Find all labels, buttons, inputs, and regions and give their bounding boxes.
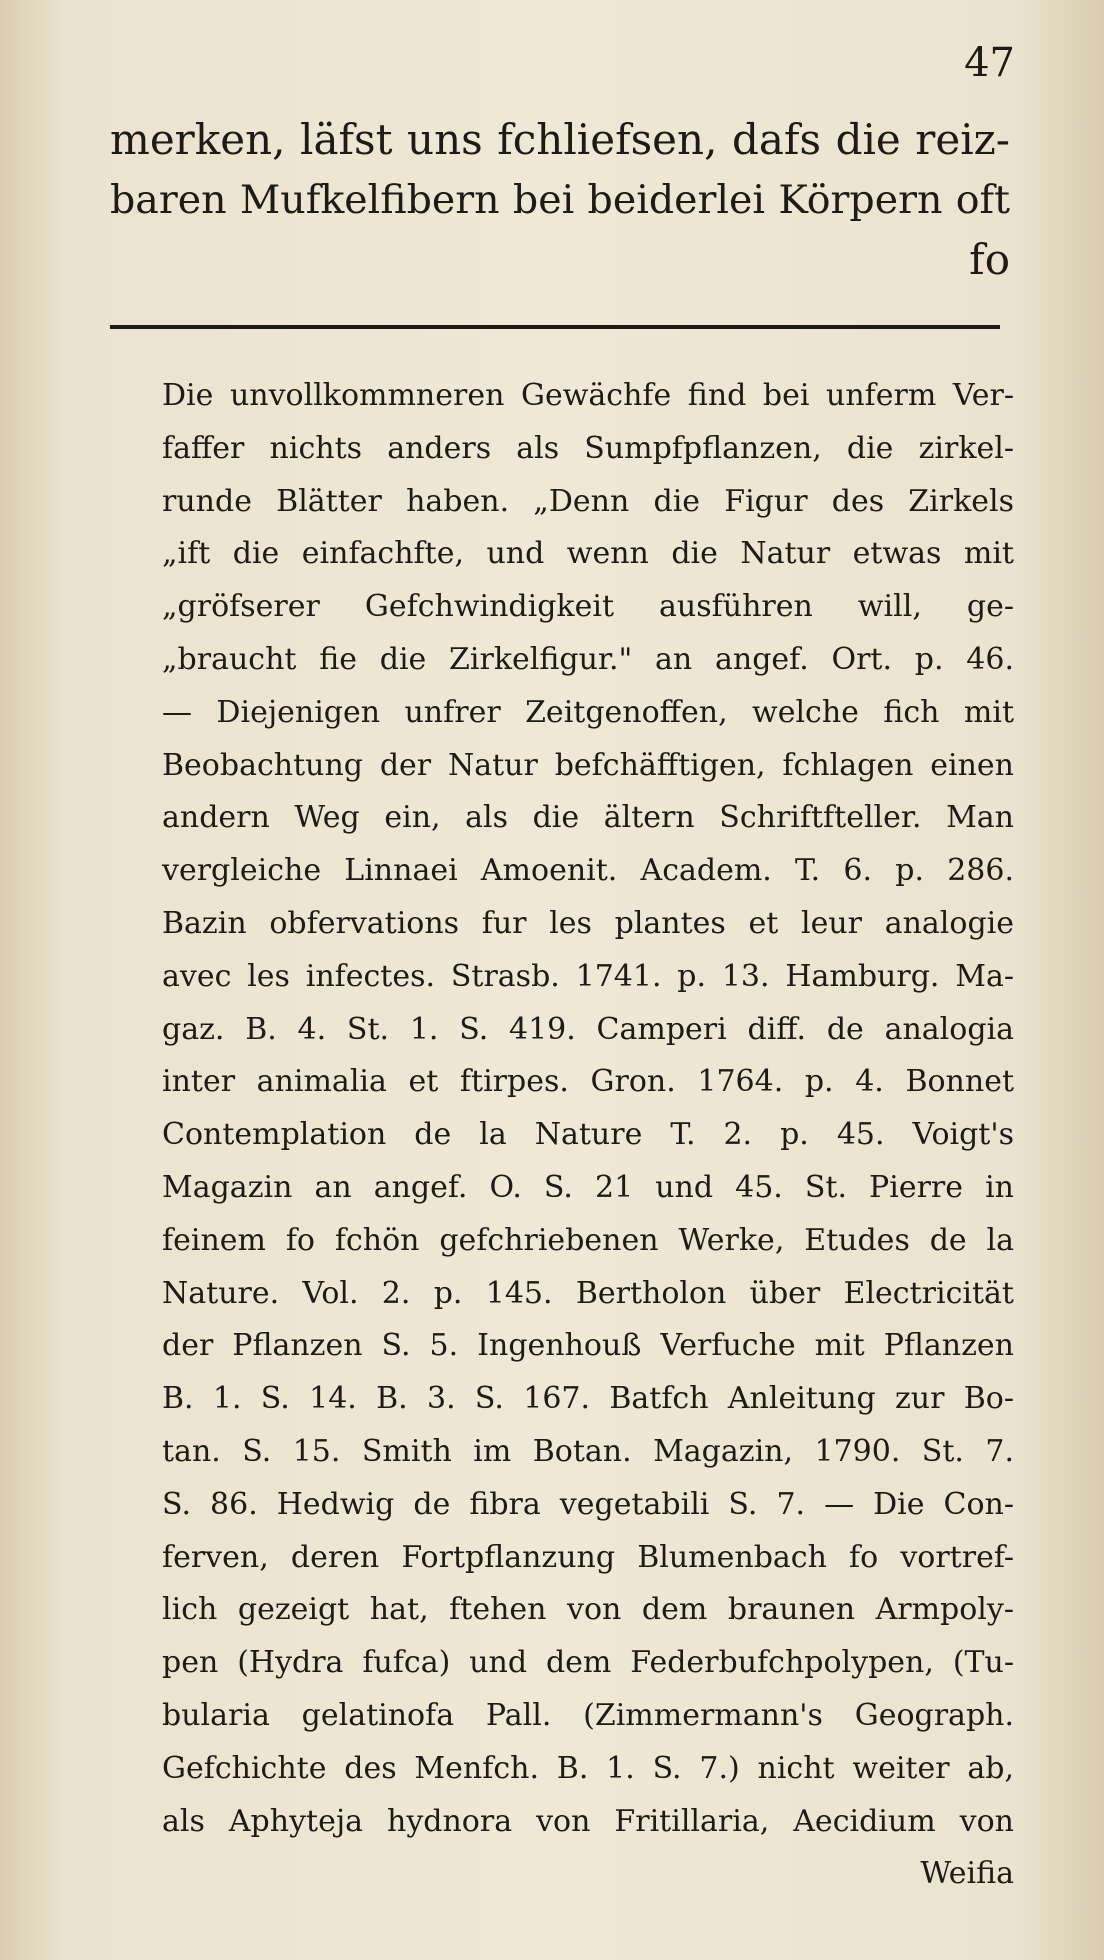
footnote-line: „ift die einfachfte, und wenn die Natur etwas mit bbox=[162, 536, 1014, 572]
footnote-line: ferven, deren Fortpflanzung Blumenbach fo vortref- bbox=[162, 1539, 1014, 1575]
footnote-line: B. 1. S. 14. B. 3. S. 167. Batfch Anleitung zur Bo- bbox=[162, 1381, 1014, 1417]
footnote-line: Die unvollkommneren Gewächfe find bei unferm Ver- bbox=[162, 378, 1014, 413]
footnote-line: der Pflanzen S. 5. Ingenhouß Verfuche mit Pflanzen bbox=[162, 1328, 1014, 1364]
footnote-line: feinem fo fchön gefchriebenen Werke, Etudes de la bbox=[162, 1222, 1014, 1258]
footnote bbox=[162, 370, 1014, 1901]
footnote-line: Contemplation de la Nature T. 2. p. 45. Voigt's bbox=[162, 1117, 1014, 1153]
footnote-line: inter animalia et ftirpes. Gron. 1764. p. 4. Bonnet bbox=[162, 1064, 1014, 1100]
footnote-line: Beobachtung der Natur befchäfftigen, fchlagen einen bbox=[162, 747, 1014, 783]
footnote-line: Nature. Vol. 2. p. 145. Bertholon über Electricität bbox=[162, 1275, 1014, 1311]
footnote-line: — Diejenigen unfrer Zeitgenoffen, welche fich mit bbox=[162, 694, 1014, 730]
footnote-line: lich gezeigt hat, ftehen von dem braunen Armpoly- bbox=[162, 1592, 1014, 1628]
footnote-line: Gefchichte des Menfch. B. 1. S. 7.) nicht weiter ab, bbox=[162, 1750, 1014, 1786]
footnote-line: avec les infectes. Strasb. 1741. p. 13. Hamburg. Ma- bbox=[162, 958, 1014, 994]
footnote-line: vergleiche Linnaei Amoenit. Academ. T. 6. p. 286. bbox=[162, 853, 1014, 889]
footnote-line: „gröfserer Gefchwindigkeit ausführen will, ge- bbox=[162, 589, 1014, 625]
footnote-line: tan. S. 15. Smith im Botan. Magazin, 1790. St. 7. bbox=[162, 1433, 1014, 1469]
footnote-line: bularia gelatinofa Pall. (Zimmermann's Geograph. bbox=[162, 1697, 1014, 1733]
main-text-line: merken, läfst uns fchliefsen, dafs die reiz- bbox=[110, 115, 1010, 164]
footnote-catchword: Weifia bbox=[920, 1856, 1014, 1892]
footnote-line: pen (Hydra fufca) und dem Federbufchpolypen, (Tu- bbox=[162, 1645, 1014, 1681]
catchword: fo bbox=[969, 235, 1010, 284]
main-text bbox=[110, 110, 1010, 290]
footnote-line: Magazin an angef. O. S. 21 und 45. St. Pierre in bbox=[162, 1169, 1014, 1205]
main-text-line: baren Mufkelfibern bei beiderlei Körpern oft bbox=[110, 177, 1010, 223]
footnote-line: Bazin obfervations fur les plantes et leur analogie bbox=[162, 905, 1014, 941]
page-number: 47 bbox=[964, 40, 1015, 86]
footnote-line: „braucht fie die Zirkelfigur." an angef. Ort. p. 46. bbox=[162, 641, 1014, 677]
footnote-line: S. 86. Hedwig de fibra vegetabili S. 7. — Die Con- bbox=[162, 1486, 1014, 1522]
footnote-line: faffer nichts anders als Sumpfpflanzen, die zirkel- bbox=[162, 430, 1014, 466]
footnote-line: andern Weg ein, als die ältern Schriftfteller. Man bbox=[162, 800, 1014, 836]
footnote-line: als Aphyteja hydnora von Fritillaria, Aecidium von bbox=[162, 1803, 1014, 1839]
footnote-line: gaz. B. 4. St. 1. S. 419. Camperi diff. de analogia bbox=[162, 1011, 1014, 1047]
footnote-separator-rule bbox=[110, 325, 1000, 329]
footnote-line: runde Blätter haben. „Denn die Figur des Zirkels bbox=[162, 483, 1014, 519]
